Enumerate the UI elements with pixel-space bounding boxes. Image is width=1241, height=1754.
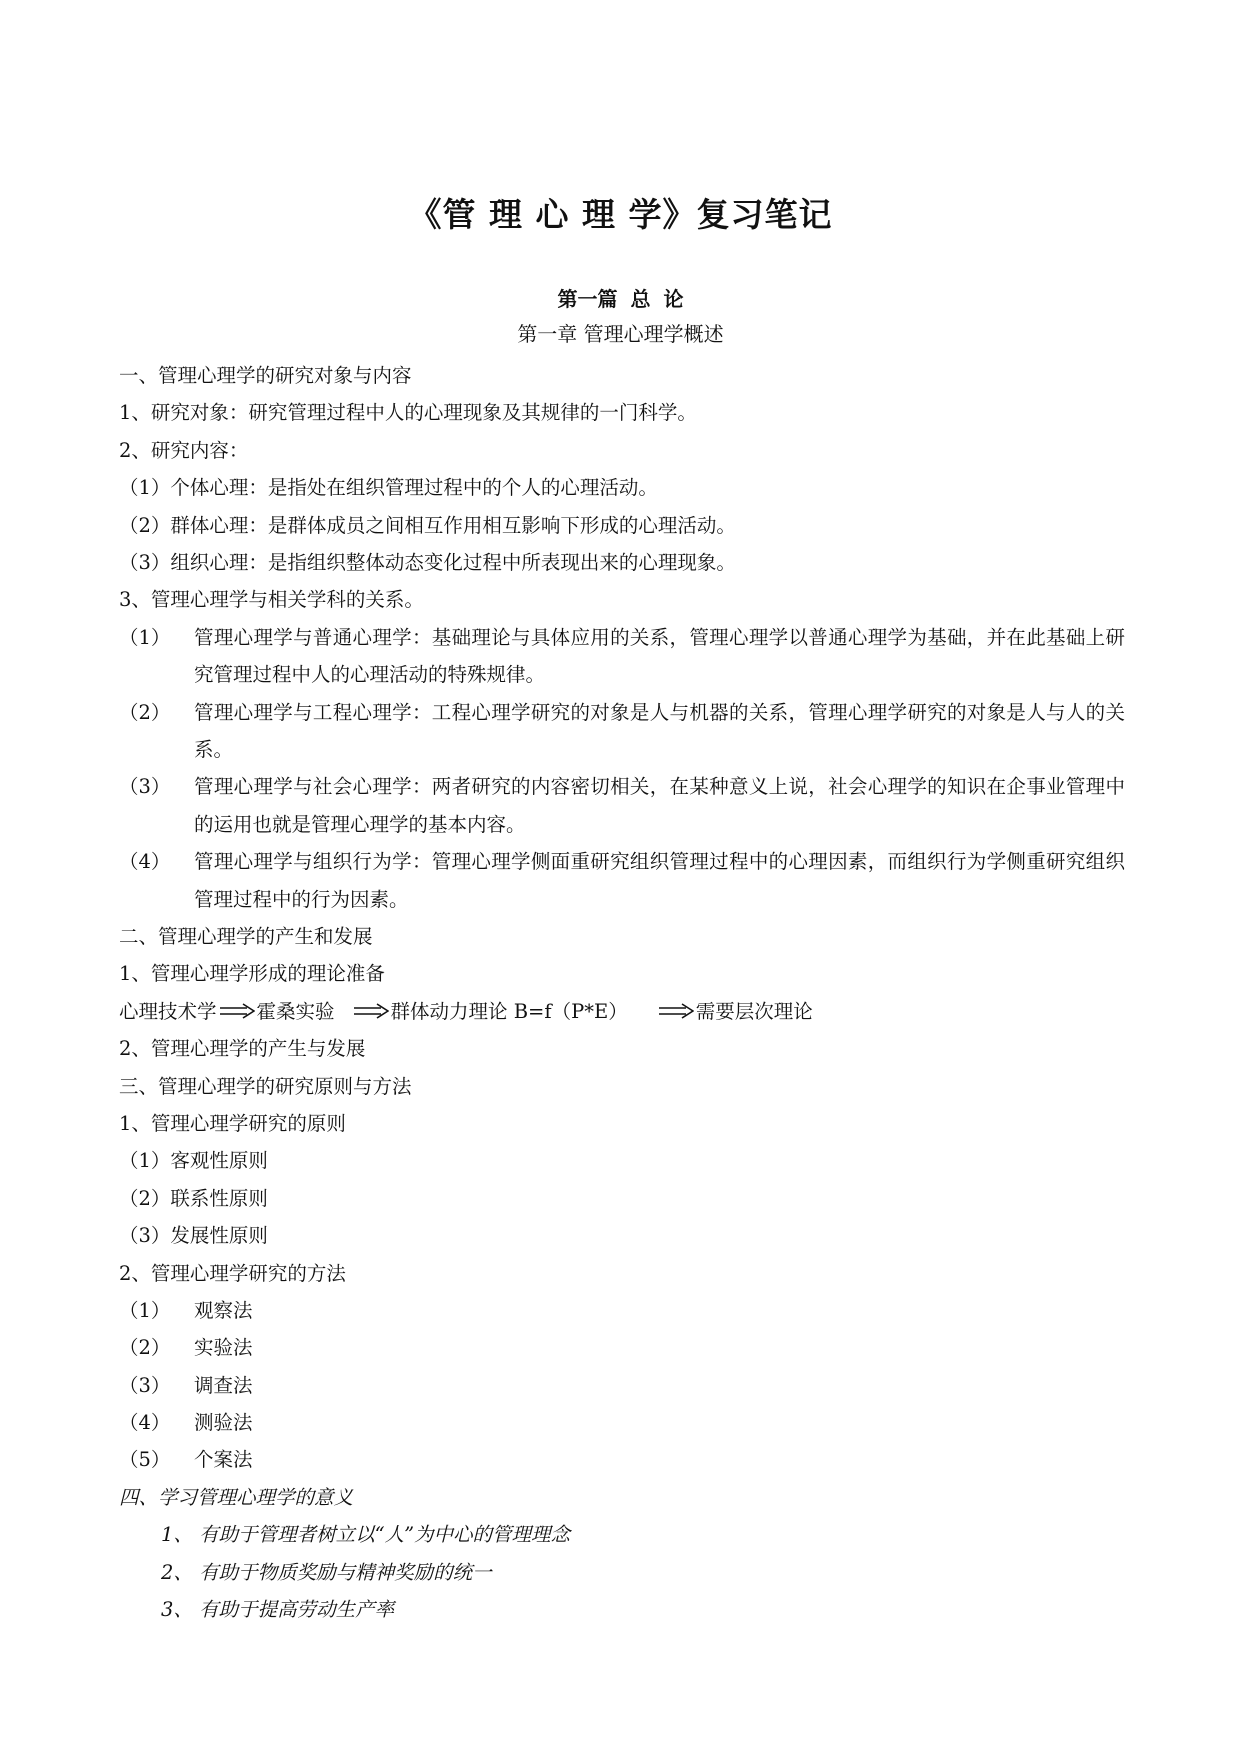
list-item (119, 1404, 1125, 1441)
list-item-number: （4） (119, 1411, 171, 1435)
list-item: （3）发展性原则 (119, 1224, 268, 1248)
list-item: 3、 有助于提高劳动生产率 (161, 1598, 395, 1622)
list-item (119, 619, 1125, 694)
paragraph: 2、管理心理学的产生与发展 (119, 1037, 366, 1061)
theory-flow (119, 993, 1125, 1030)
double-arrow-right-icon (219, 1003, 255, 1019)
list-item (119, 768, 1125, 843)
paragraph: 1、研究对象：研究管理过程中人的心理现象及其规律的一门科学。 (119, 401, 697, 425)
list-item-number: （3） (119, 775, 171, 799)
document-body (119, 357, 1125, 1628)
paragraph: 1、管理心理学形成的理论准备 (119, 962, 385, 986)
paragraph: 1、管理心理学研究的原则 (119, 1111, 346, 1135)
document-title: 《管 理 心 理 学》复习笔记 (408, 195, 833, 234)
double-arrow-right-icon (353, 1003, 389, 1019)
list-item (119, 694, 1125, 769)
list-item-number: （1） (119, 625, 171, 649)
list-item-text: 管理心理学与组织行为学：管理心理学侧面重研究组织管理过程中的心理因素，而组织行为学侧重研究组织管理过程中的行为因素。 (194, 850, 1125, 911)
list-item-text: 观察法 (194, 1298, 253, 1322)
list-item: （2）联系性原则 (119, 1186, 268, 1210)
list-item-text: 调查法 (194, 1373, 253, 1397)
section-heading: 一、管理心理学的研究对象与内容 (119, 364, 412, 387)
list-item-text: 实验法 (194, 1336, 253, 1360)
list-item: （2）群体心理：是群体成员之间相互作用相互影响下形成的心理活动。 (119, 513, 736, 537)
section-heading: 四、学习管理心理学的意义 (119, 1485, 354, 1509)
list-item-number: （2） (119, 1336, 171, 1360)
list-item: （3）组织心理：是指组织整体动态变化过程中所表现出来的心理现象。 (119, 550, 736, 574)
list-item-text: 个案法 (194, 1448, 253, 1472)
flow-step: 心理技术学 (119, 999, 217, 1023)
paragraph: 2、研究内容： (119, 438, 249, 462)
list-item (119, 1441, 1125, 1478)
list-item-number: （1） (119, 1298, 171, 1322)
list-item-number: （3） (119, 1373, 171, 1397)
flow-step: 需要层次理论 (695, 999, 813, 1023)
list-item: 2、 有助于物质奖励与精神奖励的统一 (161, 1560, 492, 1584)
part-heading: 第一篇 总 论 (557, 287, 684, 311)
double-arrow-right-icon (658, 1003, 694, 1019)
list-item: （1）个体心理：是指处在组织管理过程中的个人的心理活动。 (119, 476, 658, 500)
list-item-text: 管理心理学与工程心理学：工程心理学研究的对象是人与机器的关系，管理心理学研究的对象是人与人的关系。 (194, 700, 1125, 761)
chapter-heading: 第一章 管理心理学概述 (517, 322, 724, 346)
list-item-text: 管理心理学与社会心理学：两者研究的内容密切相关，在某种意义上说，社会心理学的知识在企事业管理中的运用也就是管理心理学的基本内容。 (194, 775, 1125, 836)
list-item (119, 843, 1125, 918)
list-item: 1、 有助于管理者树立以“人”为中心的管理理念 (161, 1523, 571, 1547)
list-item (119, 1292, 1125, 1329)
paragraph: 3、管理心理学与相关学科的关系。 (119, 588, 424, 612)
section-heading: 三、管理心理学的研究原则与方法 (119, 1074, 412, 1098)
paragraph: 2、管理心理学研究的方法 (119, 1261, 346, 1285)
section-heading: 二、管理心理学的产生和发展 (119, 924, 373, 948)
list-item-text: 管理心理学与普通心理学：基础理论与具体应用的关系，管理心理学以普通心理学为基础，并在此基础上研究管理过程中人的心理活动的特殊规律。 (194, 625, 1125, 687)
list-item (119, 1367, 1125, 1404)
list-item-number: （4） (119, 850, 171, 874)
flow-step: 霍桑实验 (256, 999, 335, 1023)
list-item-number: （5） (119, 1448, 171, 1472)
flow-step: 群体动力理论 B=f（P*E） (390, 999, 628, 1023)
list-item-text: 测验法 (194, 1411, 253, 1435)
list-item: （1）客观性原则 (119, 1149, 268, 1173)
list-item-number: （2） (119, 700, 171, 724)
list-item (119, 1329, 1125, 1366)
